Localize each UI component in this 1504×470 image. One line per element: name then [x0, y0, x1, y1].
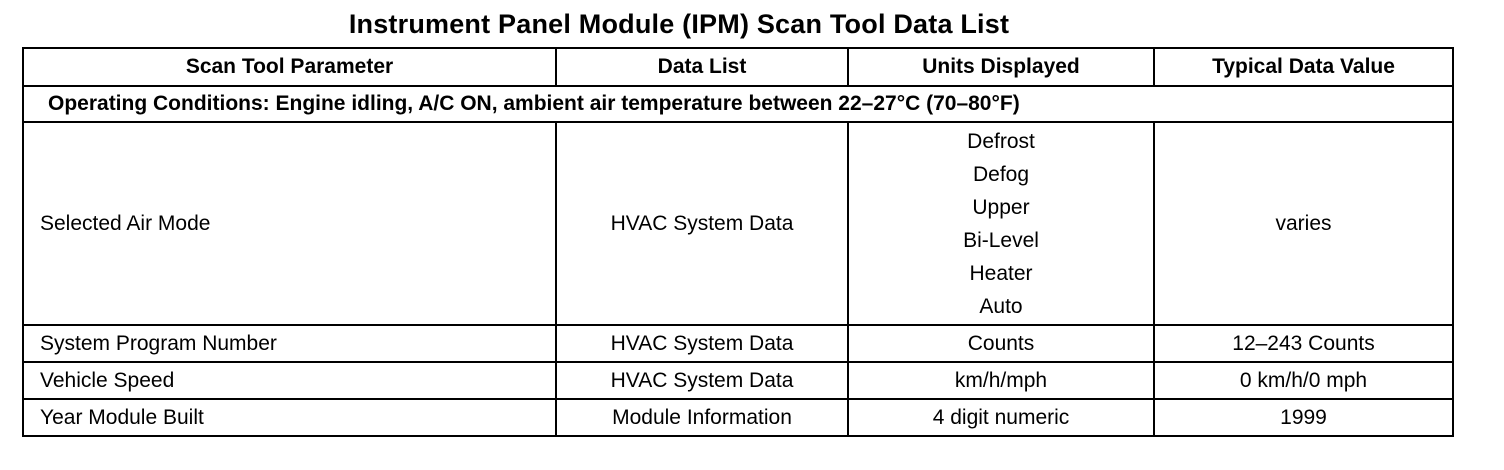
parameter-cell: Year Module Built — [23, 399, 556, 436]
header-row — [23, 48, 1453, 86]
unit-value: Auto — [979, 294, 1023, 318]
header-scan-tool-parameter: Scan Tool Parameter — [23, 48, 556, 86]
unit-value: Bi-Level — [963, 228, 1039, 252]
units-cell: Counts — [848, 325, 1154, 362]
header-typical-data-value: Typical Data Value — [1154, 48, 1453, 86]
typical-value-cell: 12–243 Counts — [1154, 325, 1453, 362]
data-list-cell: HVAC System Data — [556, 122, 848, 325]
data-list-cell: HVAC System Data — [556, 362, 848, 399]
units-cell: 4 digit numeric — [848, 399, 1154, 436]
header-data-list: Data List — [556, 48, 848, 86]
parameter-cell: Selected Air Mode — [23, 122, 556, 325]
unit-value: Defog — [972, 162, 1030, 186]
typical-value-cell: varies — [1154, 122, 1453, 325]
typical-value-cell: 0 km/h/0 mph — [1154, 362, 1453, 399]
unit-value: Heater — [969, 261, 1033, 285]
unit-value: Defrost — [967, 129, 1035, 153]
parameter-cell: Vehicle Speed — [23, 362, 556, 399]
parameter-cell: System Program Number — [23, 325, 556, 362]
table-row — [23, 122, 1453, 325]
header-units-displayed: Units Displayed — [848, 48, 1154, 86]
unit-value: Upper — [972, 195, 1030, 219]
units-cell: km/h/mph — [848, 362, 1154, 399]
table-row — [23, 399, 1453, 436]
page-title: Instrument Panel Module (IPM) Scan Tool Data List — [348, 9, 1010, 39]
operating-conditions: Operating Conditions: Engine idling, A/C ON, ambient air temperature between 22–27°C (70–80°F) — [23, 86, 1453, 122]
scan-tool-data-table — [22, 47, 1454, 437]
data-list-cell: HVAC System Data — [556, 325, 848, 362]
table-row — [23, 325, 1453, 362]
typical-value-cell: 1999 — [1154, 399, 1453, 436]
data-list-cell: Module Information — [556, 399, 848, 436]
table-row — [23, 362, 1453, 399]
units-cell — [848, 122, 1154, 325]
operating-conditions-row — [23, 86, 1453, 122]
